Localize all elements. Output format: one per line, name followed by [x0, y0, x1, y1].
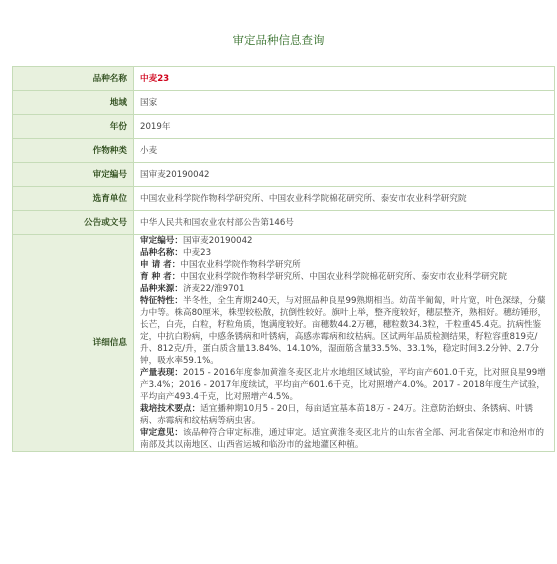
row-label: 详细信息	[13, 235, 134, 452]
detail-item	[140, 235, 548, 247]
detail-text: 国审麦20190042	[182, 236, 253, 246]
approval-number-value: 国审麦20190042	[134, 163, 555, 187]
detail-key: 品种名称：	[140, 248, 183, 258]
detail-text: 中麦23	[182, 248, 212, 258]
detail-text: 济麦22/淮9701	[182, 284, 245, 294]
crop-type-value: 小麦	[134, 139, 555, 163]
table-row	[13, 67, 555, 91]
detail-text: 半冬性，全生育期240天，与对照品种良星99熟期相当。幼苗半匍匐，叶片宽，叶色深绿，分蘖力中等。株高80厘米，株型较松散，抗倒性较好。旗叶上举，整齐度较好，穗层整齐，熟相好。穗纺锤形，长芒，白壳，白粒，籽粒角质，饱满度较好。亩穗数44.2万穗，穗粒数34.3粒，千粒重45.4克。抗病性鉴定，中抗白粉病，中感条锈病和叶锈病，高感赤霉病和纹枯病。区试两年品质检测结果，籽粒容重819克/升、812克/升，蛋白质含量13.84%、14.10%，湿面筋含量33.5%、33.1%，稳定时间3.2分钟、2.7分钟，吸水率59.1%。	[140, 296, 547, 366]
table-row	[13, 115, 555, 139]
detail-text: 中国农业科学院作物科学研究所	[180, 260, 301, 270]
table-row-detail	[13, 235, 555, 452]
row-label: 审定编号	[13, 163, 134, 187]
row-label: 作物种类	[13, 139, 134, 163]
breeding-unit-value: 中国农业科学院作物科学研究所、中国农业科学院棉花研究所、泰安市农业科学研究院	[134, 187, 555, 211]
detail-text: 适宜播种期10月5 - 20日，每亩适宜基本苗18万 - 24万。注意防治蚜虫、条锈病、叶锈病、赤霉病和纹枯病等病虫害。	[140, 404, 533, 426]
announcement-value: 中华人民共和国农业农村部公告第146号	[134, 211, 555, 235]
year-value: 2019年	[134, 115, 555, 139]
detail-item	[140, 247, 548, 259]
row-label: 公告或文号	[13, 211, 134, 235]
detail-item	[140, 283, 548, 295]
variety-name-value: 中麦23	[134, 67, 555, 91]
detail-key: 申 请 者：	[140, 260, 181, 270]
row-label: 选育单位	[13, 187, 134, 211]
detail-key: 品种来源：	[140, 284, 183, 294]
detail-item	[140, 295, 548, 367]
detail-key: 审定编号：	[140, 236, 183, 246]
detail-key: 审定意见：	[140, 428, 183, 438]
detail-item	[140, 259, 548, 271]
detail-key: 栽培技术要点：	[140, 404, 201, 414]
detail-key: 产量表现：	[140, 368, 183, 378]
row-label: 品种名称	[13, 67, 134, 91]
detail-text: 该品种符合审定标准，通过审定。适宜黄淮冬麦区北片的山东省全部、河北省保定市和沧州市的南部及其以南地区、山西省运城和临汾市的盆地灌区种植。	[140, 428, 544, 450]
detail-item	[140, 367, 548, 403]
detail-content	[134, 235, 555, 452]
table-row	[13, 139, 555, 163]
detail-text: 中国农业科学院作物科学研究所、中国农业科学院棉花研究所、泰安市农业科学研究院	[180, 272, 507, 282]
row-label: 地域	[13, 91, 134, 115]
table-row	[13, 211, 555, 235]
variety-info-table	[12, 66, 555, 452]
detail-item	[140, 271, 548, 283]
table-row	[13, 187, 555, 211]
table-row	[13, 91, 555, 115]
detail-text: 2015 - 2016年度参加黄淮冬麦区北片水地组区域试验，平均亩产601.0千克，比对照良星99增产3.4%；2016 - 2017年度续试，平均亩产601.6千克，比对照增产4.0%。2017 - 2018年度生产试验，平均亩产493.4千克，比对照增产4.5%。	[140, 368, 546, 402]
region-value: 国家	[134, 91, 555, 115]
page-title: 审定品种信息查询	[232, 33, 325, 47]
detail-key: 育 种 者：	[140, 272, 181, 282]
detail-item	[140, 403, 548, 427]
detail-key: 特征特性：	[140, 296, 183, 306]
row-label: 年份	[13, 115, 134, 139]
table-row	[13, 163, 555, 187]
detail-item	[140, 427, 548, 451]
